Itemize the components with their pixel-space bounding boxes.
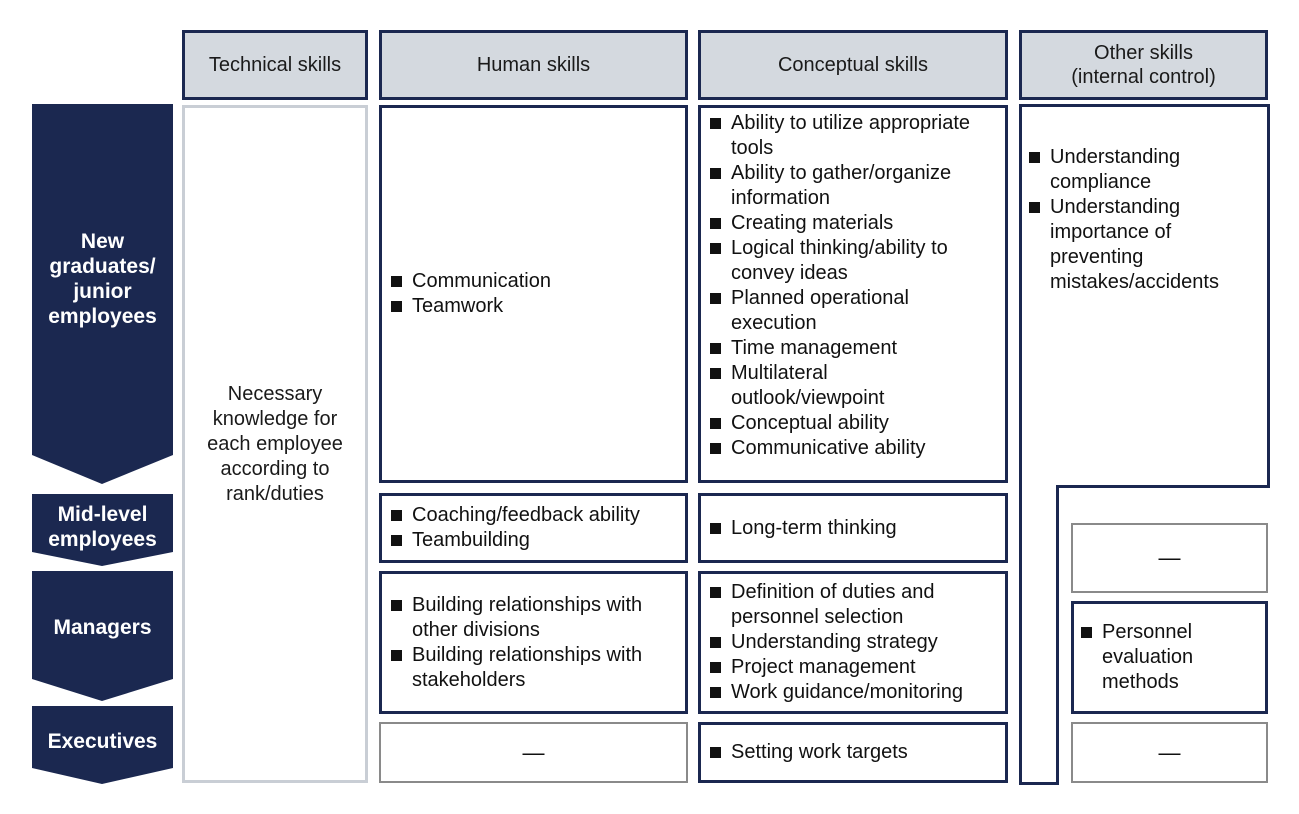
technical-line: each employee bbox=[207, 432, 343, 455]
list-item-line: Ability to utilize appropriate bbox=[731, 112, 971, 134]
technical-line: rank/duties bbox=[226, 482, 324, 505]
list-item-line: Work guidance/monitoring bbox=[731, 681, 963, 703]
technical-line: according to bbox=[220, 457, 330, 480]
list-item bbox=[390, 643, 685, 693]
header-technical-label: Technical skills bbox=[208, 54, 342, 76]
human-managers-box bbox=[379, 571, 688, 714]
rank-mid-line: Mid-level bbox=[57, 503, 148, 526]
list-item: Teamwork bbox=[390, 294, 685, 319]
list-item: Communication bbox=[390, 269, 685, 294]
rank-label-mid bbox=[32, 498, 173, 556]
list-item bbox=[709, 336, 1005, 361]
list-item-line: Understanding bbox=[1050, 196, 1181, 218]
human-executives-box bbox=[379, 722, 688, 783]
list-item bbox=[709, 411, 1005, 436]
list-item: Long-term thinking bbox=[709, 516, 1005, 541]
list-item-line: compliance bbox=[1050, 171, 1152, 193]
list-item-line: outlook/viewpoint bbox=[731, 387, 885, 409]
list-item bbox=[709, 286, 1005, 336]
rank-executives-line: Executives bbox=[47, 729, 158, 753]
conceptual-executives-list bbox=[709, 740, 1005, 765]
list-item-line: Logical thinking/ability to bbox=[731, 237, 948, 259]
header-other-label: Other skills bbox=[1094, 42, 1193, 64]
list-item bbox=[709, 211, 1005, 236]
conceptual-mid-list bbox=[709, 516, 1005, 541]
list-item-line: Planned operational bbox=[731, 287, 909, 309]
list-item-line: Project management bbox=[731, 656, 916, 678]
list-item bbox=[709, 580, 1005, 630]
empty-dash: — bbox=[1158, 739, 1181, 765]
conceptual-new-box bbox=[698, 105, 1008, 483]
conceptual-new-list bbox=[709, 111, 1005, 461]
conceptual-managers-box bbox=[698, 571, 1008, 714]
list-item-line: Conceptual ability bbox=[731, 412, 889, 434]
list-item bbox=[709, 630, 1005, 655]
technical-line: Necessary bbox=[227, 382, 323, 405]
list-item bbox=[709, 361, 1005, 411]
rank-mid-line: employees bbox=[48, 528, 157, 551]
list-item-line: information bbox=[731, 187, 830, 209]
other-managers-box bbox=[1071, 601, 1268, 714]
human-managers-list bbox=[390, 593, 685, 693]
empty-dash: — bbox=[522, 739, 545, 765]
other-mid-box bbox=[1071, 523, 1268, 593]
technical-skills-box bbox=[182, 105, 368, 783]
conceptual-executives-box bbox=[698, 722, 1008, 783]
technical-line: knowledge for bbox=[212, 407, 338, 430]
header-human-label: Human skills bbox=[476, 54, 591, 76]
list-item-line: preventing bbox=[1050, 246, 1144, 268]
rank-new-line: graduates/ bbox=[49, 255, 156, 278]
technical-skills-text bbox=[207, 382, 343, 507]
human-mid-list bbox=[390, 503, 685, 553]
list-item-line: Creating materials bbox=[731, 212, 894, 234]
header-human-skills bbox=[379, 30, 688, 100]
list-item-line: stakeholders bbox=[412, 668, 526, 691]
list-item bbox=[709, 111, 1005, 161]
list-item-line: Time management bbox=[731, 337, 897, 359]
list-item-line: Definition of duties and bbox=[731, 581, 935, 603]
rank-managers-line: Managers bbox=[53, 615, 152, 639]
other-new-list bbox=[1028, 145, 1264, 295]
list-item-line: tools bbox=[731, 137, 774, 159]
empty-dash: — bbox=[1158, 545, 1181, 570]
rank-label-managers bbox=[32, 571, 173, 683]
header-conceptual-label: Conceptual skills bbox=[777, 54, 929, 76]
list-item bbox=[390, 593, 685, 643]
list-item: Setting work targets bbox=[709, 740, 1005, 765]
list-item-line: importance of bbox=[1050, 221, 1172, 243]
list-item-line: evaluation bbox=[1102, 646, 1194, 668]
list-item-line: other divisions bbox=[412, 618, 540, 641]
list-item bbox=[1028, 145, 1264, 195]
other-managers-list bbox=[1080, 620, 1265, 695]
list-item-line: methods bbox=[1102, 671, 1179, 693]
list-item-line: Ability to gather/organize bbox=[731, 162, 952, 184]
conceptual-managers-list bbox=[709, 580, 1005, 705]
header-technical-skills bbox=[182, 30, 368, 100]
other-executives-box bbox=[1071, 722, 1268, 783]
list-item-line: convey ideas bbox=[731, 262, 848, 284]
list-item-line: Building relationships with bbox=[412, 593, 643, 616]
human-new-list bbox=[390, 269, 685, 319]
list-item-line: Understanding bbox=[1050, 146, 1181, 168]
conceptual-mid-box bbox=[698, 493, 1008, 563]
list-item-line: Building relationships with bbox=[412, 643, 643, 666]
other-new-content bbox=[1028, 145, 1264, 295]
list-item-line: Personnel bbox=[1102, 621, 1193, 643]
header-other-skills bbox=[1019, 30, 1268, 100]
list-item bbox=[709, 680, 1005, 705]
list-item: Coaching/feedback ability bbox=[390, 503, 685, 528]
list-item-line: Understanding strategy bbox=[731, 631, 938, 653]
list-item bbox=[709, 161, 1005, 211]
list-item bbox=[1080, 620, 1265, 695]
list-item-line: mistakes/accidents bbox=[1050, 271, 1219, 293]
list-item-line: Multilateral bbox=[731, 362, 828, 384]
list-item bbox=[709, 236, 1005, 286]
rank-new-line: employees bbox=[48, 305, 157, 328]
header-other-sublabel: (internal control) bbox=[1071, 66, 1216, 88]
list-item-line: execution bbox=[731, 312, 817, 334]
rank-new-line: New bbox=[80, 230, 125, 253]
rank-label-executives bbox=[32, 706, 173, 776]
rank-label-new bbox=[32, 104, 173, 494]
header-conceptual-skills bbox=[698, 30, 1008, 100]
list-item: Teambuilding bbox=[390, 528, 685, 553]
list-item-line: personnel selection bbox=[731, 606, 904, 628]
list-item bbox=[709, 655, 1005, 680]
human-new-box bbox=[379, 105, 688, 483]
rank-new-line: junior bbox=[73, 280, 132, 303]
human-mid-box bbox=[379, 493, 688, 563]
list-item bbox=[709, 436, 1005, 461]
list-item bbox=[1028, 195, 1264, 295]
list-item-line: Communicative ability bbox=[731, 437, 926, 459]
